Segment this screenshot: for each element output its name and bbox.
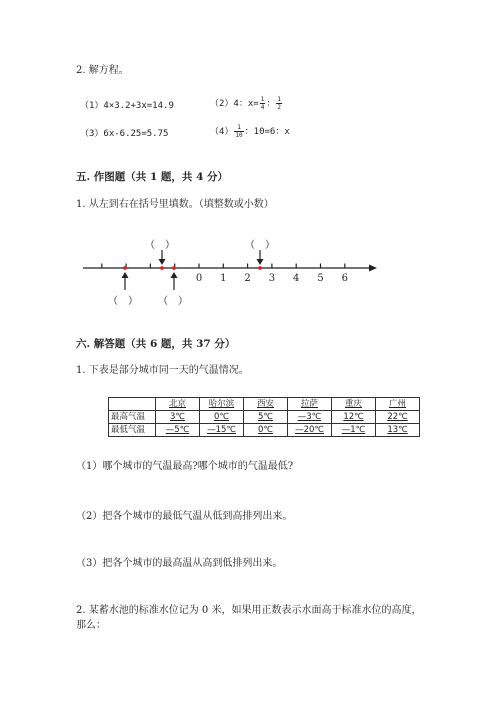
table-row <box>109 424 420 437</box>
fraction-one-half: $\frac{1}{2}$ <box>277 96 281 111</box>
answer-blank-bottom-1[interactable]: （ ） <box>108 296 138 307</box>
answer-blank-top-2[interactable]: （ ） <box>245 240 275 251</box>
tick-marks <box>102 264 345 269</box>
sub-question-3: （3）把各个城市的最高温从高到低排列出来。 <box>76 558 283 569</box>
sub-question-1: （1）哪个城市的气温最高?哪个城市的气温最低? <box>76 461 294 472</box>
tick-label: 2 <box>244 273 251 284</box>
section-5-heading: 五. 作图题（共 1 题，共 4 分） <box>76 171 229 183</box>
section-6-heading: 六. 解答题（共 6 题，共 37 分） <box>76 338 236 350</box>
tick-labels <box>196 273 348 284</box>
table-row-label: 最低气温 <box>109 424 156 437</box>
equation-4-suffix: ：10=6：x <box>244 127 290 137</box>
equation-2 <box>210 96 283 111</box>
ratio-colon: ： <box>266 99 276 109</box>
table-header-city: 哈尔滨 <box>200 398 244 411</box>
tick-label: 0 <box>195 273 203 284</box>
table-cell: 0℃ <box>244 424 288 437</box>
tick-label: 1 <box>220 273 227 284</box>
table-header-city: 西安 <box>244 398 288 411</box>
table-header-row <box>109 398 420 411</box>
table-cell: 12℃ <box>332 411 376 424</box>
section-5-question-1: 1. 从左到右在括号里填数。（填整数或小数） <box>76 199 274 210</box>
table-cell: —20℃ <box>288 424 332 437</box>
down-arrowhead-icon <box>159 259 166 265</box>
table-header-city: 重庆 <box>332 398 376 411</box>
temperature-table <box>108 397 420 437</box>
table-header-city: 拉萨 <box>288 398 332 411</box>
equation-2-prefix: （2）4：x= <box>210 99 259 109</box>
equation-4-prefix: （4） <box>210 127 234 137</box>
table-cell: 3℃ <box>156 411 200 424</box>
answer-blank-bottom-2[interactable]: （ ） <box>158 296 188 307</box>
point-marker <box>258 266 262 270</box>
tick-label: 6 <box>341 273 348 284</box>
down-arrowhead-icon <box>257 259 264 265</box>
point-marker <box>123 266 127 270</box>
tick-label: 4 <box>293 273 300 284</box>
table-row <box>109 411 420 424</box>
table-row-label: 最高气温 <box>109 411 156 424</box>
section-6-question-1: 1. 下表是部分城市同一天的气温情况。 <box>76 365 249 376</box>
table-cell: —1℃ <box>332 424 376 437</box>
table-cell: —5℃ <box>156 424 200 437</box>
up-arrowhead-icon <box>171 272 178 278</box>
equation-3: （3）6x-6.25=5.75 <box>80 129 169 139</box>
pointer-arrows <box>122 250 264 290</box>
fraction-one-quarter: $\frac{1}{4}$ <box>260 96 265 111</box>
tick-label: 5 <box>317 273 324 284</box>
question-2-line-2: 那么： <box>76 620 106 631</box>
fraction-one-tenth: $\frac{1}{10}$ <box>235 124 243 139</box>
arrow-right-icon <box>369 265 377 272</box>
table-cell: 5℃ <box>244 411 288 424</box>
table-header-city: 北京 <box>156 398 200 411</box>
tick-label: 3 <box>268 273 276 284</box>
question-2-title: 2. 解方程。 <box>76 65 129 76</box>
equation-1: （1）4×3.2+3x=14.9 <box>80 101 174 111</box>
table-cell: 22℃ <box>376 411 420 424</box>
table-header-city: 广州 <box>376 398 420 411</box>
question-2-line-1: 2. 某蓄水池的标准水位记为 0 米，如果用正数表示水面高于标准水位的高度， <box>76 605 422 616</box>
sub-question-2: （2）把各个城市的最低气温从低到高排列出来。 <box>76 511 293 522</box>
table-cell: —3℃ <box>288 411 332 424</box>
point-marker <box>172 266 176 270</box>
equation-4 <box>210 124 290 139</box>
table-cell: 13℃ <box>376 424 420 437</box>
up-arrowhead-icon <box>122 272 129 278</box>
answer-blank-top-1[interactable]: （ ） <box>145 240 175 251</box>
table-cell: —15℃ <box>200 424 244 437</box>
table-cell: 0℃ <box>200 411 244 424</box>
point-marker <box>160 266 164 270</box>
table-corner-cell <box>109 398 156 411</box>
